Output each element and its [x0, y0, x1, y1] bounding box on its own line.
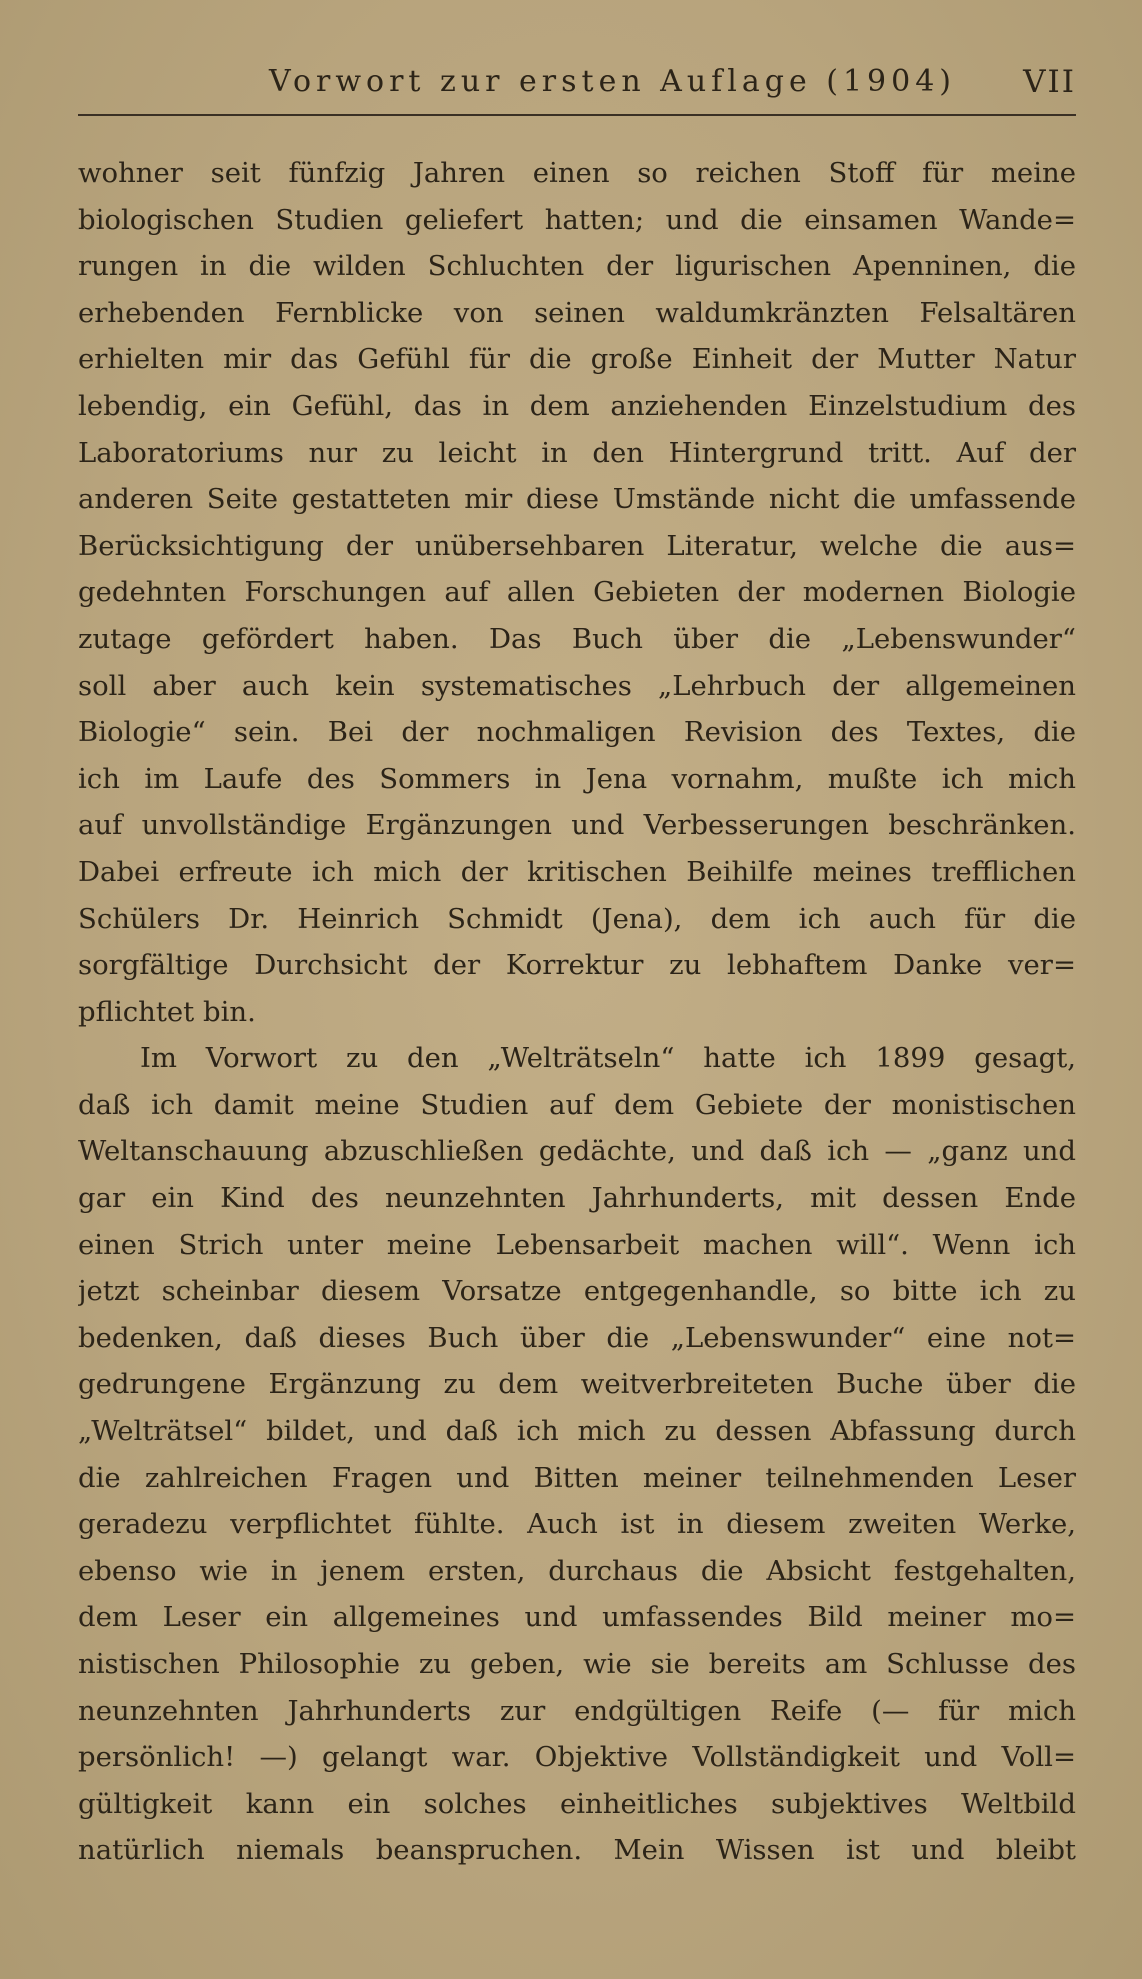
text-line: Berücksichtigung der unübersehbaren Literatur, welche die aus=: [78, 529, 1076, 562]
text-line: daß ich damit meine Studien auf dem Gebiete der monistischen: [78, 1088, 1076, 1121]
text-line: jetzt scheinbar diesem Vorsatze entgegenhandle, so bitte ich zu: [78, 1275, 1076, 1308]
text-line: zutage gefördert haben. Das Buch über die „Lebenswunder“: [78, 622, 1076, 655]
text-line: lebendig, ein Gefühl, das in dem anziehenden Einzelstudium des: [78, 389, 1076, 422]
running-header: [78, 60, 1076, 116]
text-line: ebenso wie in jenem ersten, durchaus die Absicht festgehalten,: [78, 1554, 1076, 1587]
text-line: gültigkeit kann ein solches einheitliches subjektives Weltbild: [78, 1787, 1076, 1820]
text-line: Weltanschauung abzuschließen gedächte, und daß ich — „ganz und: [78, 1135, 1076, 1168]
text-line: rungen in die wilden Schluchten der ligurischen Apenninen, die: [78, 250, 1076, 283]
text-line: soll aber auch kein systematisches „Lehrbuch der allgemeinen: [78, 669, 1076, 702]
text-line: gedrungene Ergänzung zu dem weitverbreiteten Buche über die: [78, 1368, 1076, 1401]
page-number: VII: [1023, 64, 1076, 100]
paragraph-start-line: Im Vorwort zu den „Welträtseln“ hatte ich 1899 gesagt,: [140, 1042, 1076, 1075]
text-line: Laboratoriums nur zu leicht in den Hintergrund tritt. Auf der: [78, 436, 1076, 469]
text-line: einen Strich unter meine Lebensarbeit machen will“. Wenn ich: [78, 1228, 1076, 1261]
text-line: erhebenden Fernblicke von seinen waldumkränzten Felsaltären: [78, 296, 1076, 329]
text-line: nistischen Philosophie zu geben, wie sie bereits am Schlusse des: [78, 1648, 1076, 1680]
text-line: Schülers Dr. Heinrich Schmidt (Jena), dem ich auch für die: [78, 902, 1076, 935]
text-line: auf unvollständige Ergänzungen und Verbesserungen beschränken.: [78, 809, 1076, 842]
text-line: anderen Seite gestatteten mir diese Umstände nicht die umfassende: [78, 483, 1076, 516]
body-text: [78, 150, 1076, 1874]
text-line: wohner seit fünfzig Jahren einen so reichen Stoff für meine: [78, 157, 1076, 189]
text-line: dem Leser ein allgemeines und umfassendes Bild meiner mo=: [78, 1601, 1076, 1634]
text-line: „Welträtsel“ bildet, und daß ich mich zu dessen Abfassung durch: [78, 1415, 1076, 1448]
text-line: gedehnten Forschungen auf allen Gebieten der modernen Biologie: [78, 576, 1076, 609]
text-line: ich im Laufe des Sommers in Jena vornahm, mußte ich mich: [78, 762, 1076, 795]
text-line: die zahlreichen Fragen und Bitten meiner teilnehmenden Leser: [78, 1461, 1076, 1494]
text-line: biologischen Studien geliefert hatten; und die einsamen Wande=: [78, 203, 1076, 236]
text-line: Biologie“ sein. Bei der nochmaligen Revision des Textes, die: [78, 716, 1076, 749]
text-line: erhielten mir das Gefühl für die große Einheit der Mutter Natur: [78, 343, 1076, 376]
text-line: sorgfältige Durchsicht der Korrektur zu lebhaftem Danke ver=: [78, 949, 1076, 982]
running-title: Vorwort zur ersten Auflage (1904): [269, 64, 956, 99]
text-line: neunzehnten Jahrhunderts zur endgültigen Reife (— für mich: [78, 1694, 1076, 1727]
text-line: bedenken, daß dieses Buch über die „Lebenswunder“ eine not=: [78, 1321, 1076, 1354]
paragraph-end-line: pflichtet bin.: [78, 995, 256, 1028]
text-line: Dabei erfreute ich mich der kritischen Beihilfe meines trefflichen: [78, 855, 1076, 888]
text-line: gar ein Kind des neunzehnten Jahrhunderts, mit dessen Ende: [78, 1182, 1076, 1215]
text-line: geradezu verpflichtet fühlte. Auch ist in diesem zweiten Werke,: [78, 1508, 1076, 1541]
text-line: persönlich! —) gelangt war. Objektive Vollständigkeit und Voll=: [78, 1741, 1076, 1774]
text-line: natürlich niemals beanspruchen. Mein Wissen ist und bleibt: [78, 1834, 1076, 1867]
